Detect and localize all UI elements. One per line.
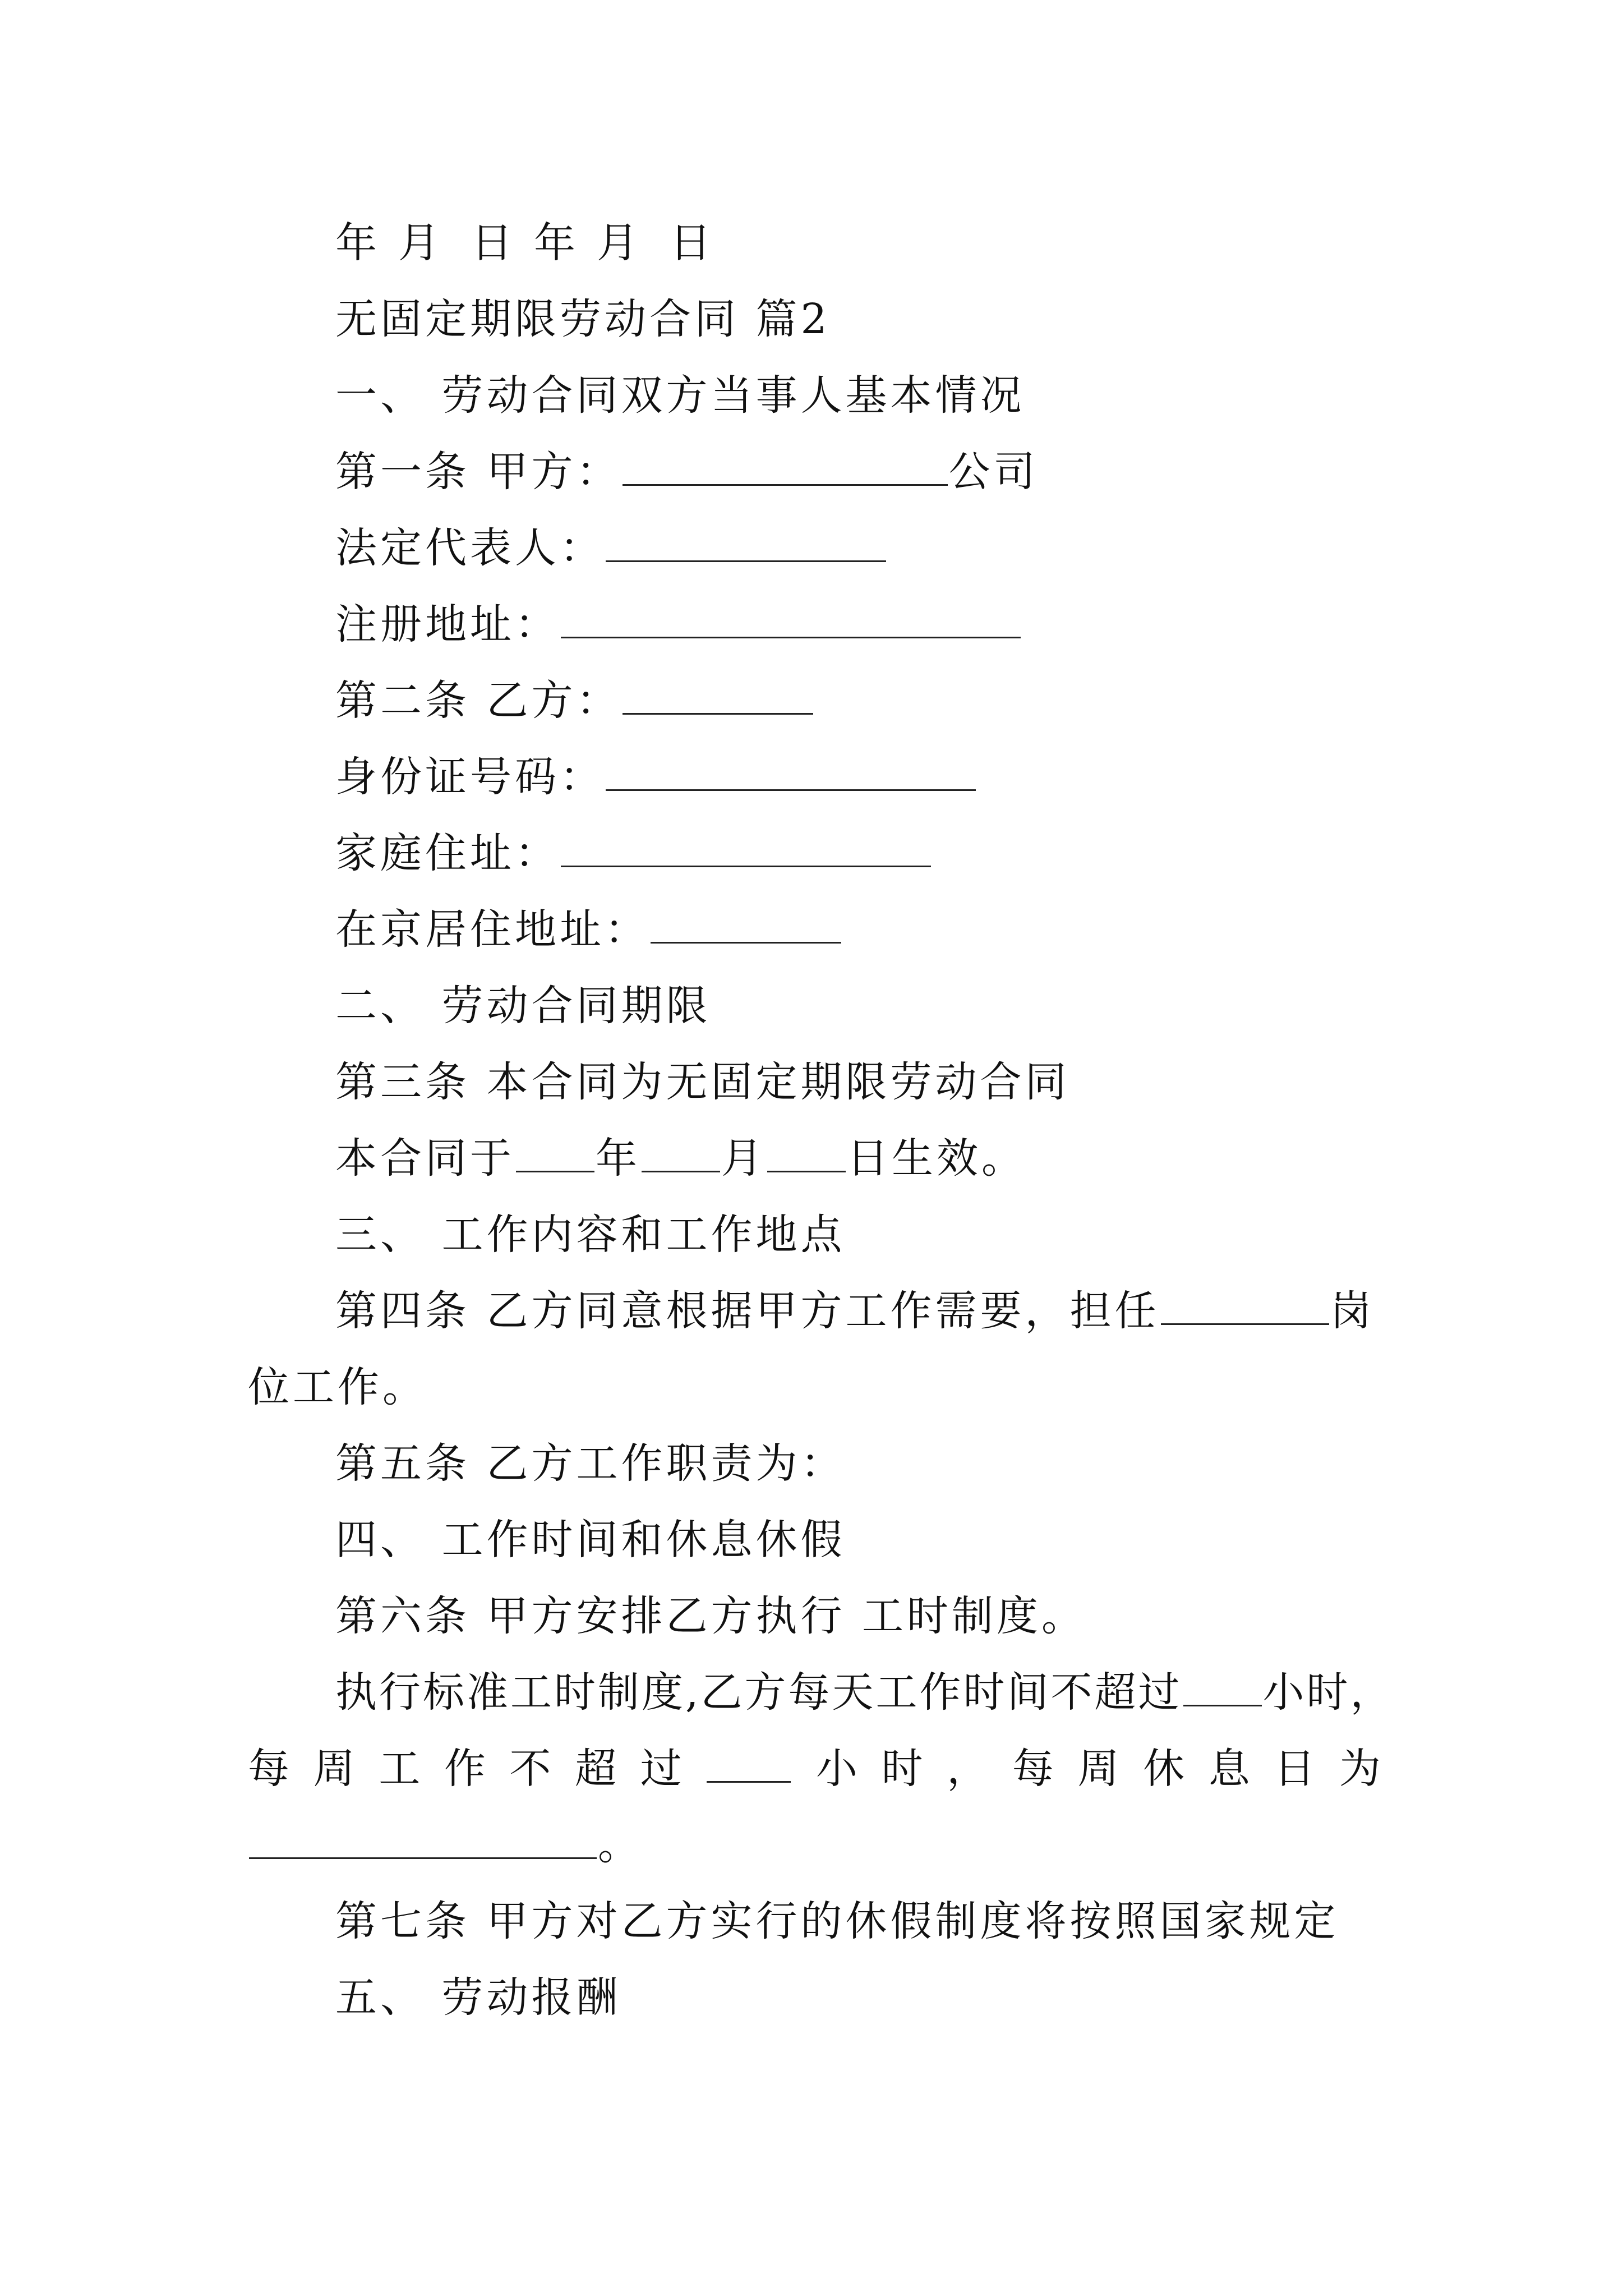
id-number-blank[interactable] [606, 754, 976, 791]
text-char: ， [947, 1745, 989, 1793]
party-b-blank[interactable] [623, 678, 813, 715]
article-2-party-b [335, 675, 814, 726]
effective-date-line [335, 1133, 1026, 1184]
date-year-1: 年 [335, 219, 377, 267]
effective-year-label: 年 [596, 1134, 640, 1182]
daily-hours-suffix: 小时， [1262, 1668, 1394, 1717]
legal-representative-blank[interactable] [606, 526, 886, 562]
home-address-label: 家庭住址： [335, 829, 560, 877]
party-b-label: 第二条 乙方： [335, 677, 621, 725]
section-heading-5: 五、 劳动报酬 [335, 1973, 621, 2022]
text-char: 息 [1208, 1745, 1250, 1793]
date-month-1: 月 [398, 219, 440, 267]
standard-hours-text: 执行标准工时制度,乙方每天工作时间不超过 [335, 1668, 1182, 1717]
id-number-label: 身份证号码： [335, 753, 605, 801]
weekly-hours-blank[interactable] [707, 1746, 791, 1783]
article-1-party-a [335, 447, 1039, 497]
text-char: 每 [1012, 1745, 1054, 1793]
article-4 [335, 1286, 1375, 1336]
date-month-2: 月 [597, 219, 638, 267]
article-4-suffix: 岗 [1330, 1287, 1375, 1335]
document-title: 无固定期限劳动合同 篇2 [335, 295, 831, 343]
article-7: 第七条 甲方对乙方实行的休假制度将按照国家规定 [335, 1897, 1339, 1945]
article-5: 第五条 乙方工作职责为： [335, 1439, 846, 1488]
article-6: 第六条 甲方安排乙方执行 工时制度。 [335, 1592, 1087, 1640]
text-char: 小 [816, 1745, 857, 1793]
registered-address-label: 注册地址： [335, 600, 560, 648]
legal-representative-line [335, 523, 887, 573]
rest-days-line [248, 1820, 643, 1870]
article-3: 第三条 本合同为无固定期限劳动合同 [335, 1058, 1070, 1106]
beijing-address-line [335, 904, 842, 955]
text-char: 日 [1274, 1745, 1316, 1793]
date-year-2: 年 [534, 219, 575, 267]
registered-address-line [335, 599, 1022, 650]
section-heading-2: 二、 劳动合同期限 [335, 982, 711, 1030]
registered-address-blank[interactable] [561, 602, 1021, 638]
article-4-text: 第四条 乙方同意根据甲方工作需要，担任 [335, 1287, 1160, 1335]
text-char: 为 [1339, 1745, 1381, 1793]
text-char: 过 [640, 1745, 682, 1793]
date-line [335, 218, 711, 268]
home-address-blank[interactable] [561, 831, 931, 867]
position-blank[interactable] [1161, 1289, 1329, 1325]
date-day-2: 日 [670, 219, 711, 267]
section-heading-4: 四、 工作时间和休息休假 [335, 1516, 846, 1564]
beijing-address-label: 在京居住地址： [335, 905, 649, 954]
text-char: 每 [248, 1745, 289, 1793]
party-a-label: 第一条 甲方： [335, 448, 621, 496]
effective-day-label: 日生效。 [847, 1134, 1026, 1182]
text-char: 工 [379, 1745, 421, 1793]
effective-month-blank[interactable] [642, 1136, 720, 1172]
effective-date-prefix: 本合同于 [335, 1134, 515, 1182]
text-char: 作 [444, 1745, 486, 1793]
weekly-hours-line [248, 1743, 1381, 1794]
rest-days-suffix: 。 [598, 1821, 643, 1869]
text-char: 时 [881, 1745, 923, 1793]
rest-days-blank[interactable] [249, 1823, 597, 1859]
id-number-line [335, 752, 977, 802]
text-char: 周 [1077, 1745, 1119, 1793]
text-char: 周 [313, 1745, 355, 1793]
text-char: 休 [1143, 1745, 1185, 1793]
home-address-line [335, 828, 932, 878]
text-char: 不 [509, 1745, 551, 1793]
beijing-address-blank[interactable] [651, 907, 841, 944]
section-heading-1: 一、 劳动合同双方当事人基本情况 [335, 371, 1025, 420]
legal-representative-label: 法定代表人： [335, 524, 605, 572]
party-a-blank[interactable] [623, 449, 948, 486]
text-char: 超 [575, 1745, 617, 1793]
article-4-continuation: 位工作。 [248, 1363, 427, 1411]
effective-month-label: 月 [721, 1134, 766, 1182]
effective-day-blank[interactable] [767, 1136, 846, 1172]
daily-hours-blank[interactable] [1183, 1670, 1262, 1706]
party-a-suffix: 公司 [948, 448, 1039, 496]
section-heading-3: 三、 工作内容和工作地点 [335, 1211, 846, 1259]
standard-hours-line [335, 1667, 1394, 1718]
date-day-1: 日 [471, 219, 513, 267]
effective-year-blank[interactable] [516, 1136, 594, 1172]
